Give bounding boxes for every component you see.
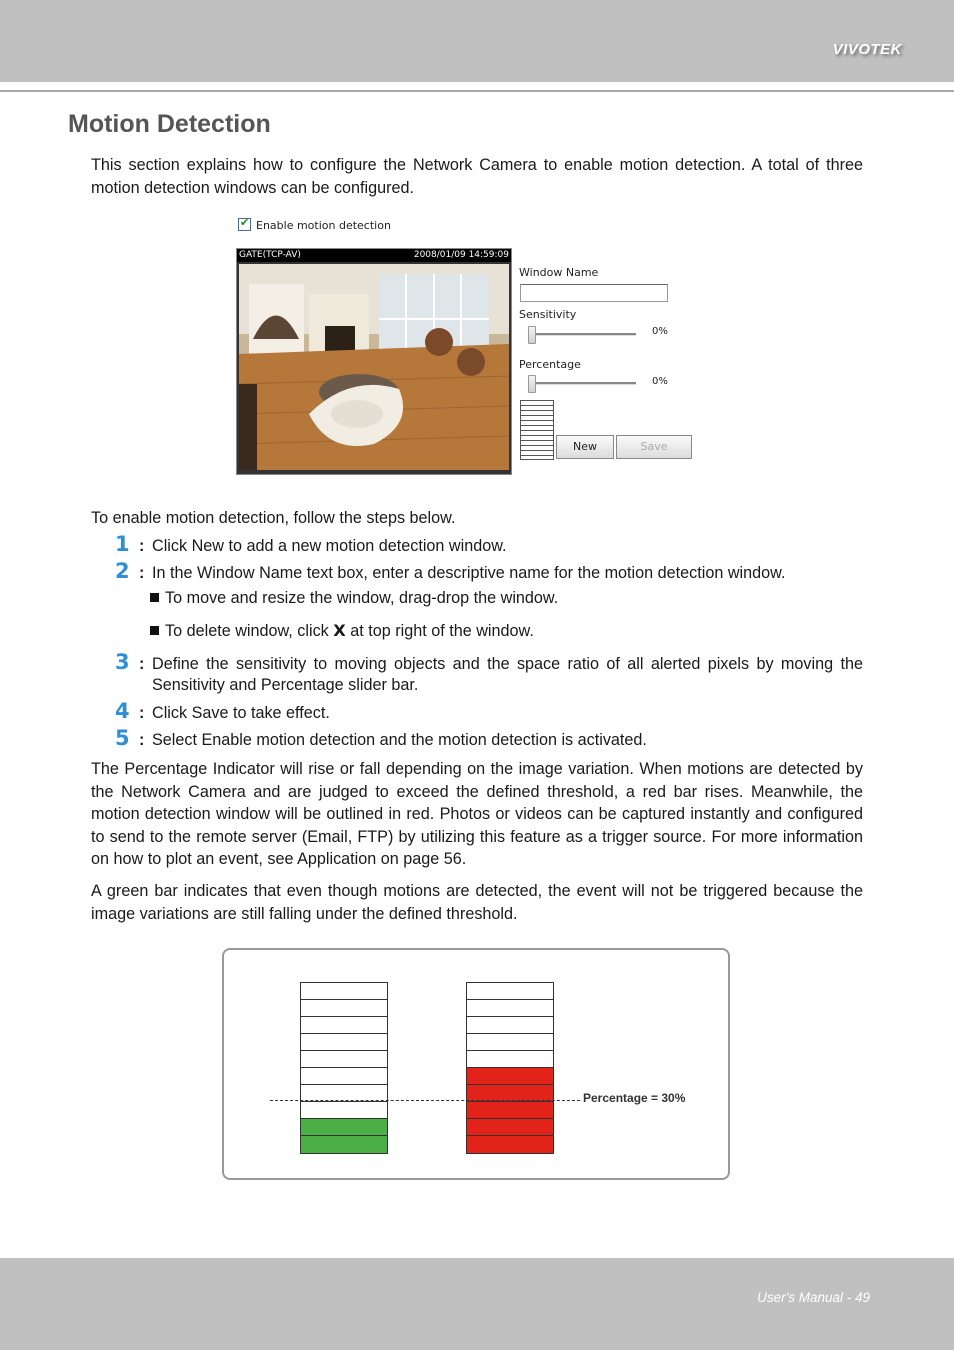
indicator-segment <box>467 1119 553 1136</box>
bullet-square-icon <box>150 593 159 602</box>
step-colon: : <box>139 655 145 673</box>
steps-intro: To enable motion detection, follow the steps below. <box>91 509 456 527</box>
step-colon: : <box>139 564 145 582</box>
indicator-segment <box>301 1000 387 1017</box>
window-name-input[interactable] <box>520 284 668 302</box>
indicator-segment <box>467 1136 553 1153</box>
indicator-segment <box>301 1017 387 1034</box>
percentage-paragraph: The Percentage Indicator will rise or fall depending on the image variation. When motions are detected by the Network Camera and are judged to exceed the defined threshold, a red bar rises. Meanwhile, the motion detection window will be outlined in red. Photos or videos can be captured instantly and configured to send to the remote server (Email, FTP) by utilizing this feature as a trigger source. For more information on how to plot an event, see Application on page 56. <box>91 760 863 868</box>
substep-delete-text-before: To delete window, click <box>165 622 334 640</box>
indicator-segment <box>301 1034 387 1051</box>
sensitivity-slider-track[interactable] <box>532 333 636 336</box>
enable-motion-label: Enable motion detection <box>256 219 391 232</box>
step-text: Select Enable motion detection and the motion detection is activated. <box>152 731 647 749</box>
camera-name: GATE(TCP-AV) <box>239 250 301 260</box>
percentage-indicator <box>520 400 554 460</box>
bullet-square-icon <box>150 626 159 635</box>
indicator-segment <box>467 1034 553 1051</box>
step-text: In the Window Name text box, enter a descriptive name for the motion detection window. <box>152 564 786 582</box>
page-number: User's Manual - 49 <box>757 1290 870 1305</box>
green-bar-paragraph: A green bar indicates that even though motions are detected, the event will not be triggered because the image variations are still falling under the defined threshold. <box>91 882 863 923</box>
enable-motion-checkbox[interactable] <box>238 218 251 231</box>
indicator-segment <box>301 1136 387 1153</box>
sensitivity-value: 0% <box>652 326 668 337</box>
percentage-slider-thumb[interactable] <box>528 375 536 393</box>
percentage-slider-track[interactable] <box>532 382 636 385</box>
check-icon: ✔ <box>240 216 250 229</box>
step-3 <box>115 650 863 698</box>
sensitivity-label: Sensitivity <box>519 308 577 321</box>
substep-move-text: To move and resize the window, drag-drop the window. <box>165 589 559 607</box>
step-text: Define the sensitivity to moving objects and the space ratio of all alerted pixels by moving the Sensitivity and Percentage slider bar. <box>152 655 863 694</box>
step-number: 1 <box>115 532 130 556</box>
indicator-segment <box>467 1000 553 1017</box>
save-button[interactable]: Save <box>616 435 692 459</box>
page-title: Motion Detection <box>68 110 271 138</box>
camera-preview[interactable] <box>236 248 512 475</box>
step-number: 4 <box>115 699 130 723</box>
indicator-segment <box>467 1102 553 1119</box>
step-number: 2 <box>115 559 130 583</box>
percentage-indicator-diagram <box>222 948 730 1180</box>
step-colon: : <box>139 537 145 555</box>
green-indicator-bar <box>300 982 388 1154</box>
indicator-segment <box>467 1051 553 1068</box>
camera-timestamp: 2008/01/09 14:59:09 <box>413 250 509 260</box>
close-x-icon: X <box>333 621 346 640</box>
step-colon: : <box>139 731 145 749</box>
new-button[interactable]: New <box>556 435 614 459</box>
substep-delete <box>150 621 534 641</box>
step-colon: : <box>139 704 145 722</box>
motion-detection-ui <box>236 214 696 476</box>
living-room-image <box>239 264 509 470</box>
intro-paragraph: This section explains how to configure the Network Camera to enable motion detection. A total of three motion detection windows can be configured. <box>91 156 863 197</box>
percentage-label: Percentage <box>519 358 581 371</box>
step-number: 3 <box>115 650 130 674</box>
window-name-label: Window Name <box>519 266 599 279</box>
indicator-segment <box>301 1102 387 1119</box>
indicator-segment <box>301 1119 387 1136</box>
camera-caption-bar <box>237 249 511 262</box>
indicator-segment <box>467 1017 553 1034</box>
substep-move <box>150 589 558 608</box>
indicator-segment <box>301 1051 387 1068</box>
sensitivity-slider-thumb[interactable] <box>528 326 536 344</box>
step-text: Click New to add a new motion detection window. <box>152 537 507 555</box>
indicator-segment <box>467 983 553 1000</box>
threshold-line <box>270 1100 580 1101</box>
indicator-segment <box>301 1068 387 1085</box>
header-band <box>0 0 954 82</box>
substep-delete-text-after: at top right of the window. <box>345 622 534 640</box>
header-rule <box>0 90 954 92</box>
threshold-label: Percentage = 30% <box>583 1091 686 1105</box>
brand-logo: VIVOTEK <box>832 41 902 58</box>
step-number: 5 <box>115 726 130 750</box>
red-indicator-bar <box>466 982 554 1154</box>
step-text: Click Save to take effect. <box>152 704 330 722</box>
percentage-value: 0% <box>652 376 668 387</box>
indicator-segment <box>301 983 387 1000</box>
indicator-segment <box>467 1068 553 1085</box>
